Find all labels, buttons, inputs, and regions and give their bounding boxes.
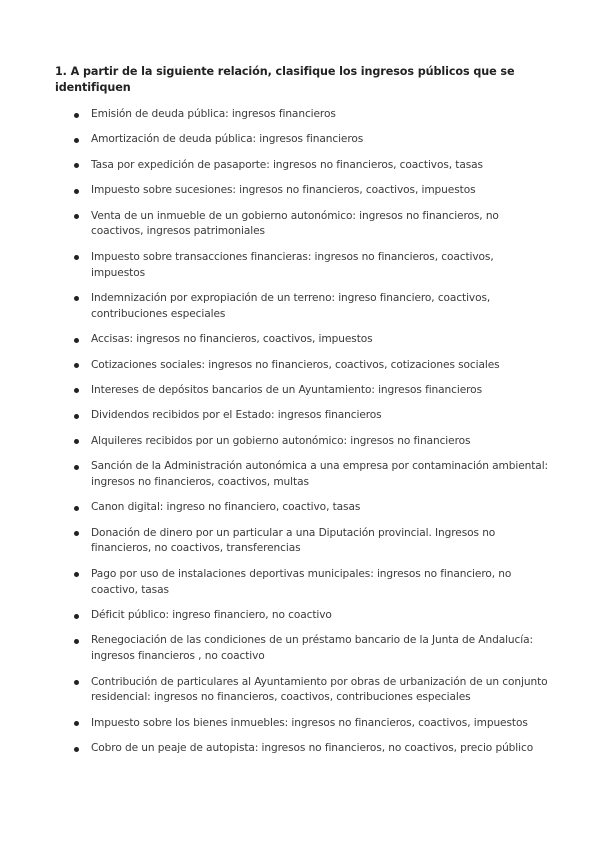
bullet-icon — [74, 138, 79, 143]
list-item-text: Indemnización por expropiación de un terreno: ingreso financiero, coactivos, contribuciones especiales — [91, 291, 491, 320]
bullet-icon — [74, 414, 79, 419]
list-item-text: Contribución de particulares al Ayuntamiento por obras de urbanización de un conjunto residencial: ingresos no financieros, coactivos, contribuciones especiales — [91, 675, 548, 704]
list-item — [55, 132, 550, 148]
question-heading: 1. A partir de la siguiente relación, clasifique los ingresos públicos que se identifiquen — [55, 65, 515, 94]
bullet-icon — [74, 113, 79, 118]
list-item-text: Venta de un inmueble de un gobierno autonómico: ingresos no financieros, no coactivos, ingresos patrimoniales — [91, 209, 499, 238]
list-item — [55, 459, 550, 491]
bullet-icon — [74, 189, 79, 194]
bullet-icon — [74, 214, 79, 219]
list-item — [55, 716, 550, 732]
bullet-icon — [74, 465, 79, 470]
list-item-text: Cotizaciones sociales: ingresos no financieros, coactivos, cotizaciones sociales — [91, 358, 500, 371]
bullet-icon — [74, 572, 79, 577]
bullet-icon — [74, 439, 79, 444]
list-item — [55, 291, 550, 323]
list-item — [55, 250, 550, 282]
list-item-text: Tasa por expedición de pasaporte: ingresos no financieros, coactivos, tasas — [91, 158, 483, 171]
bullet-icon — [74, 363, 79, 368]
bullet-icon — [74, 639, 79, 644]
bullet-icon — [74, 255, 79, 260]
bullet-icon — [74, 338, 79, 343]
answer-list — [55, 107, 550, 757]
list-item-text: Canon digital: ingreso no financiero, coactivo, tasas — [91, 501, 361, 514]
bullet-icon — [74, 614, 79, 619]
list-item-text: Cobro de un peaje de autopista: ingresos no financieros, no coactivos, precio público — [91, 742, 534, 755]
list-item-text: Sanción de la Administración autonómica a una empresa por contaminación ambiental: ingresos no financieros, coactivos, multas — [91, 460, 549, 488]
list-item — [55, 158, 550, 174]
bullet-icon — [74, 163, 79, 168]
list-item — [55, 383, 550, 399]
list-item — [55, 500, 550, 516]
list-item — [55, 209, 550, 241]
bullet-icon — [74, 388, 79, 393]
list-item-text: Pago por uso de instalaciones deportivas municipales: ingresos no financiero, no coactivo, tasas — [91, 567, 512, 596]
list-item — [55, 332, 550, 348]
list-item-text: Amortización de deuda pública: ingresos financieros — [91, 133, 364, 146]
list-item-text: Renegociación de las condiciones de un préstamo bancario de la Junta de Andalucía: ingresos financieros , no coactivo — [91, 634, 533, 663]
list-item-text: Impuesto sobre transacciones financieras: ingresos no financieros, coactivos, impuestos — [91, 250, 494, 279]
list-item-text: Déficit público: ingreso financiero, no coactivo — [91, 609, 332, 622]
list-item-text: Emisión de deuda pública: ingresos financieros — [91, 108, 336, 120]
list-item — [55, 358, 550, 374]
list-item-text: Alquileres recibidos por un gobierno autonómico: ingresos no financieros — [91, 434, 471, 447]
list-item-text: Dividendos recibidos por el Estado: ingresos financieros — [91, 409, 382, 422]
list-item — [55, 675, 550, 707]
list-item-text: Accisas: ingresos no financieros, coactivos, impuestos — [91, 333, 373, 346]
list-item-text: Impuesto sobre sucesiones: ingresos no financieros, coactivos, impuestos — [91, 184, 476, 197]
list-item-text: Intereses de depósitos bancarios de un Ayuntamiento: ingresos financieros — [91, 383, 482, 396]
list-item-text: Impuesto sobre los bienes inmuebles: ingresos no financieros, coactivos, impuestos — [91, 716, 528, 729]
list-item — [55, 408, 550, 424]
list-item — [55, 183, 550, 199]
list-item — [55, 741, 550, 757]
bullet-icon — [74, 721, 79, 726]
list-item — [55, 434, 550, 450]
list-item — [55, 526, 550, 558]
list-item — [55, 608, 550, 624]
list-item-text: Donación de dinero por un particular a una Diputación provincial. Ingresos no financieros, no coactivos, transferencias — [91, 526, 496, 555]
bullet-icon — [74, 296, 79, 301]
list-item — [55, 567, 550, 599]
bullet-icon — [74, 680, 79, 685]
bullet-icon — [74, 747, 79, 752]
list-item — [55, 633, 550, 665]
bullet-icon — [74, 506, 79, 511]
list-item — [55, 107, 550, 123]
bullet-icon — [74, 531, 79, 536]
